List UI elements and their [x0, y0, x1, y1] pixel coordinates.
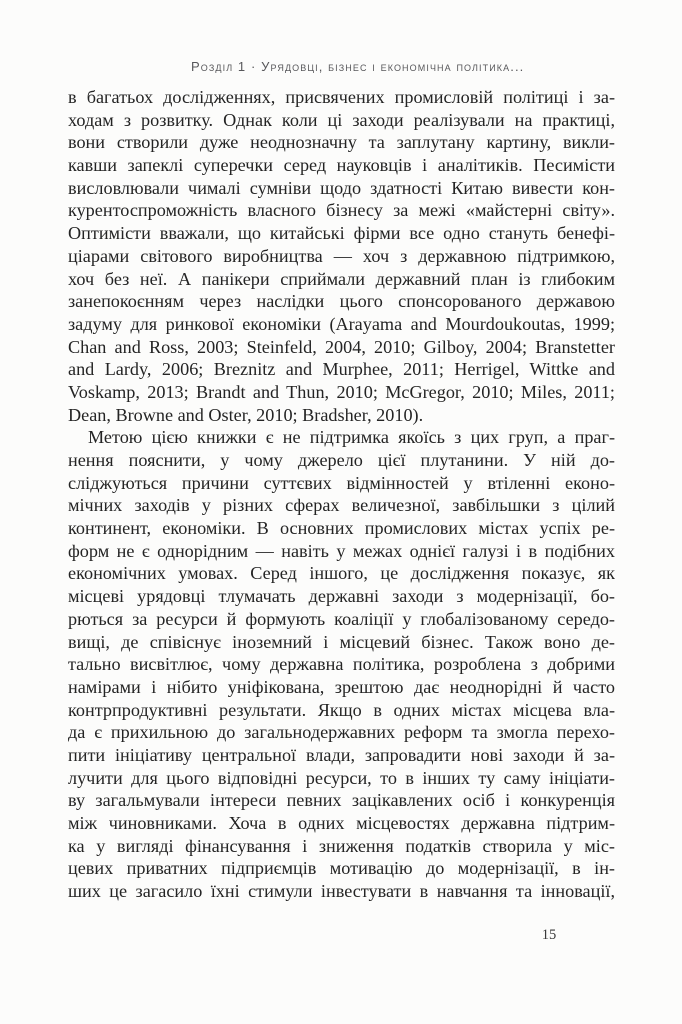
text-line: висловлювали чималі сумніви щодо здатності Китаю вивести кон- [68, 177, 615, 198]
text-line: економічних умовах. Серед іншого, це дослідження показує, як [68, 563, 615, 584]
text-line: пити ініціативу центральної влади, запровадити нові заходи й за- [68, 744, 615, 765]
text-line: ходам з розвитку. Однак коли ці заходи реалізували на практиці, [68, 109, 615, 130]
page-number: 15 [541, 927, 557, 943]
text-line: тально висвітлює, чому державна політика, розроблена з добрими [68, 654, 615, 675]
text-line: цевих приватних підприємців мотивацію до модернізації, в ін- [68, 858, 615, 879]
text-line: да є прихильною до загальнодержавних реформ та змогла перехо- [68, 722, 615, 743]
text-line: кавши запеклі суперечки серед науковців і аналітиків. Песимісти [68, 155, 615, 176]
paragraph [68, 86, 615, 426]
text-line: контрпродуктивні результати. Якщо в одних містах місцева вла- [68, 699, 615, 720]
text-line: Chan and Ross, 2003; Steinfeld, 2004, 2010; Gilboy, 2004; Branstetter [68, 336, 615, 357]
text-line: Voskamp, 2013; Brandt and Thun, 2010; McGregor, 2010; Miles, 2011; [68, 381, 615, 402]
text-line: хоч без неї. А панікери сприймали державний план із глибоким [68, 268, 615, 289]
text-line: місцеві урядовці тлумачать державні заходи з модернізації, бо- [68, 586, 615, 607]
text-line: ву загальмували інтереси певних зацікавлених осіб і конкуренція [68, 790, 615, 811]
text-line: форм не є однорідним — навіть у межах однієї галузі і в подібних [68, 540, 615, 561]
text-line: ціарами світового виробництва — хоч з державною підтримкою, [68, 245, 615, 266]
text-line: вищі, де співіснує іноземний і місцевий бізнес. Також воно де- [68, 631, 615, 652]
text-line: задуму для ринкової економіки (Arayama and Mourdoukoutas, 1999; [68, 313, 615, 334]
text-line: Оптимісти вважали, що китайські фірми все одно стануть бенефі- [68, 223, 615, 244]
text-line: вони створили дуже неоднозначну та заплутану картину, викли- [68, 132, 615, 153]
text-line: ка у вигляді фінансування і зниження податків створила у міс- [68, 835, 615, 856]
text-line: намірами і нібито уніфікована, зрештою дає неоднорідні й часто [68, 676, 615, 697]
page-text [68, 86, 615, 903]
text-line: Dean, Browne and Oster, 2010; Bradsher, 2010). [68, 404, 424, 425]
text-line: курентоспроможність власного бізнесу за межі «майстерні світу». [68, 200, 615, 221]
text-line: лучити для цього відповідні ресурси, то в інших ту саму ініціати- [68, 767, 615, 788]
text-line: між чиновниками. Хоча в одних місцевостях державна підтрим- [68, 813, 615, 833]
text-line: континент, економіки. В основних промислових містах успіх ре- [68, 518, 615, 539]
text-line: нення пояснити, у чому джерело цієї плутанини. У ній до- [68, 450, 615, 470]
text-line: Метою цією книжки є не підтримка якоїсь з цих груп, а праг- [88, 427, 615, 448]
running-header: Розділ 1 · Урядовці, бізнес і економічна політика... [191, 59, 525, 74]
text-line: and Lardy, 2006; Breznitz and Murphee, 2011; Herrigel, Wittke and [68, 359, 615, 380]
text-line: сліджуються причини суттєвих відмінностей у втіленні еконо- [68, 472, 615, 493]
text-line: занепокоєнням через наслідки цього спонсорованого державою [68, 291, 615, 312]
paragraph [68, 426, 615, 902]
text-line: ших це загасило їхні стимули інвестувати в навчання та інновації, [68, 881, 615, 902]
text-line: в багатьох дослідженнях, присвячених промисловій політиці і за- [68, 87, 615, 107]
text-line: рються за ресурси й формують коаліції у глобалізованому середо- [68, 608, 615, 629]
text-line: мічних заходів у різних сферах величезної, завбільшки з цілий [68, 495, 615, 516]
